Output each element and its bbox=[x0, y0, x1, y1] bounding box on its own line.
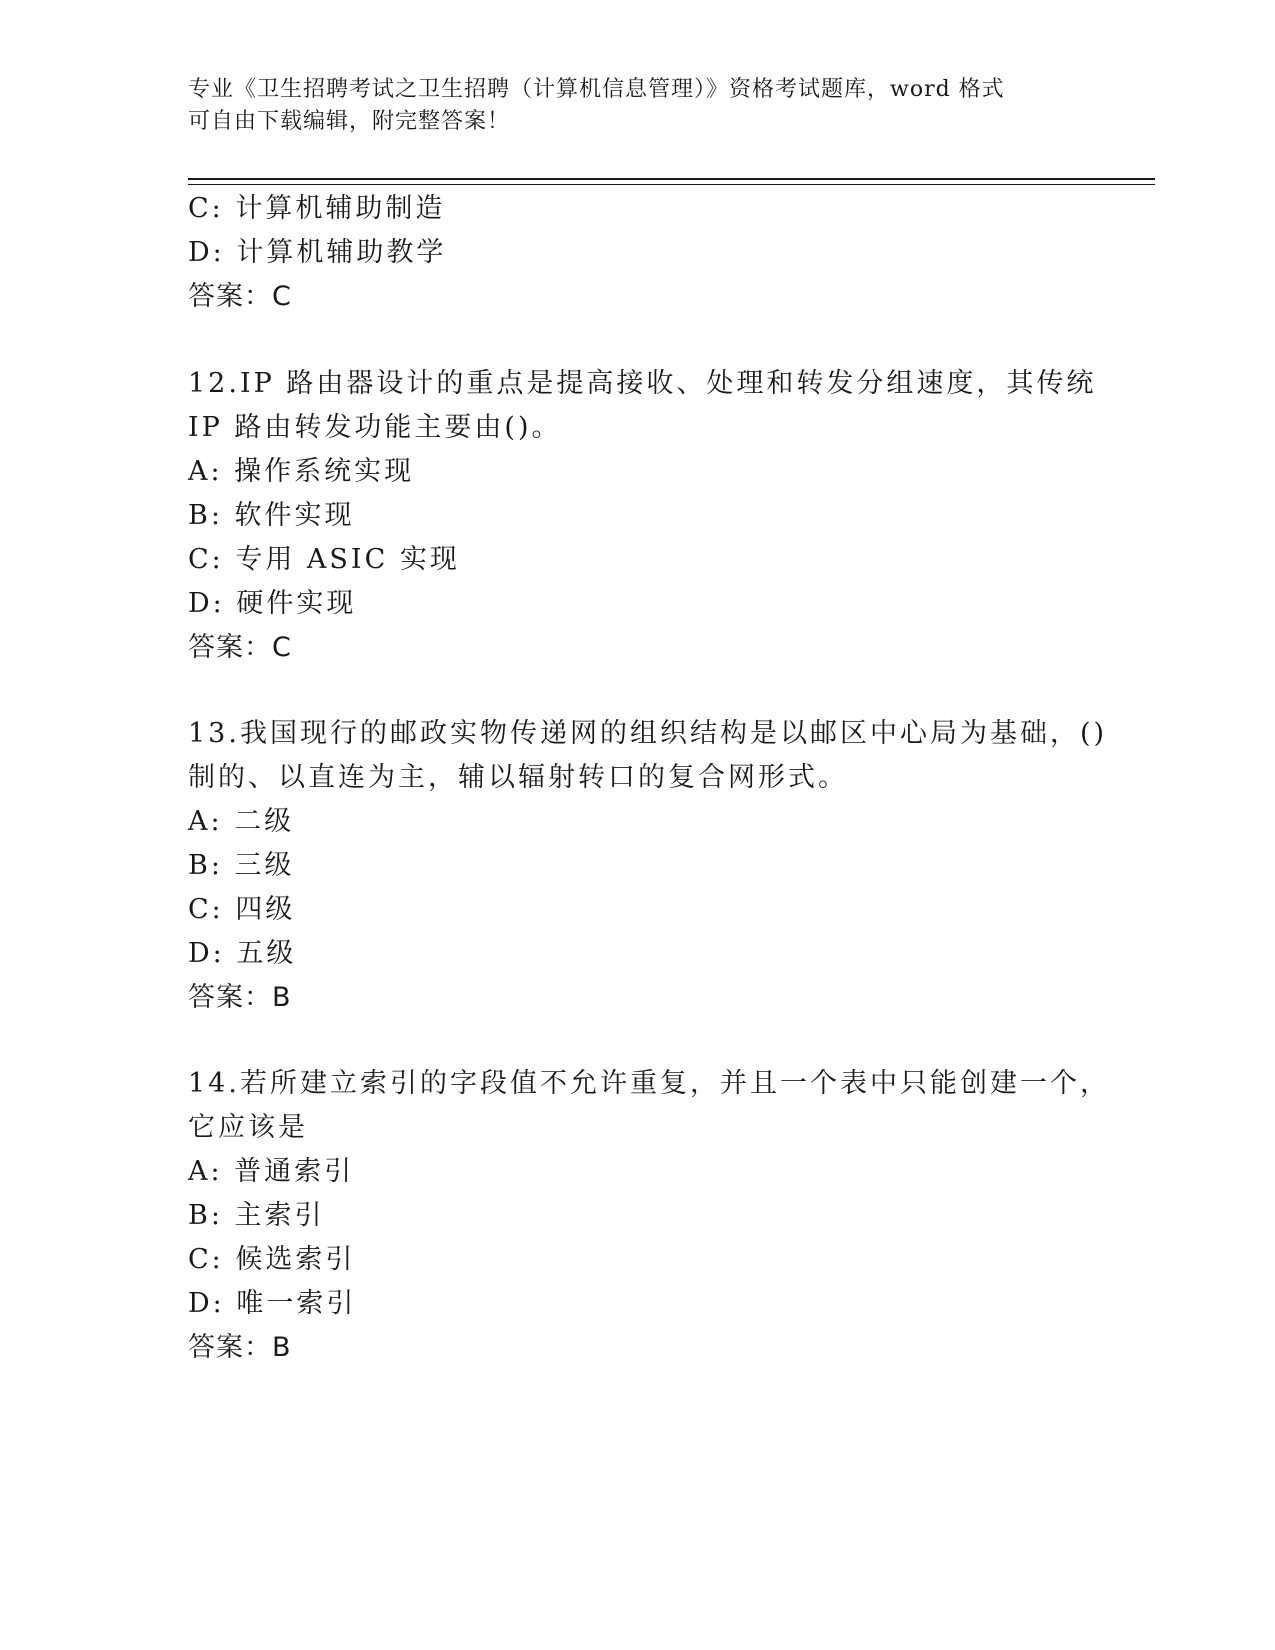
q14-option-a: A: 普通索引 bbox=[188, 1156, 355, 1187]
prev-option-c: C: 计算机辅助制造 bbox=[188, 193, 446, 224]
prev-answer: 答案：C bbox=[188, 281, 292, 312]
q14-text-line-2: 它应该是 bbox=[188, 1112, 308, 1143]
q13-text-line-2: 制的、以直连为主，辅以辐射转口的复合网形式。 bbox=[188, 762, 848, 793]
header-divider-thin bbox=[188, 184, 1155, 185]
q14-answer: 答案：B bbox=[188, 1332, 292, 1363]
q13-option-c: C: 四级 bbox=[188, 894, 296, 925]
q12-option-c: C: 专用 ASIC 实现 bbox=[188, 544, 460, 575]
q12-option-d: D: 硬件实现 bbox=[188, 588, 357, 619]
q13-option-a: A: 二级 bbox=[188, 806, 295, 837]
q12-option-b: B: 软件实现 bbox=[188, 500, 355, 531]
q13-answer: 答案：B bbox=[188, 982, 292, 1013]
document-header bbox=[188, 74, 1088, 138]
q14-text-line-1: 14.若所建立索引的字段值不允许重复，并且一个表中只能创建一个， bbox=[188, 1068, 1110, 1099]
q14-option-c: C: 候选索引 bbox=[188, 1244, 356, 1275]
header-divider-thick bbox=[188, 178, 1155, 180]
q13-option-d: D: 五级 bbox=[188, 938, 297, 969]
q14-option-d: D: 唯一索引 bbox=[188, 1288, 357, 1319]
header-line-1: 专业《卫生招聘考试之卫生招聘（计算机信息管理）》资格考试题库，word 格式 bbox=[188, 77, 1005, 102]
q12-text-line-1: 12.IP 路由器设计的重点是提高接收、处理和转发分组速度，其传统 bbox=[188, 368, 1097, 399]
q12-option-a: A: 操作系统实现 bbox=[188, 456, 415, 487]
q14-option-b: B: 主索引 bbox=[188, 1200, 325, 1231]
q13-text-line-1: 13.我国现行的邮政实物传递网的组织结构是以邮区中心局为基础，() bbox=[188, 718, 1108, 749]
q12-text-line-2: IP 路由转发功能主要由()。 bbox=[188, 412, 562, 443]
prev-option-d: D: 计算机辅助教学 bbox=[188, 237, 447, 268]
header-line-2: 可自由下载编辑，附完整答案！ bbox=[188, 109, 511, 134]
q12-answer: 答案：C bbox=[188, 632, 292, 663]
q13-option-b: B: 三级 bbox=[188, 850, 295, 881]
